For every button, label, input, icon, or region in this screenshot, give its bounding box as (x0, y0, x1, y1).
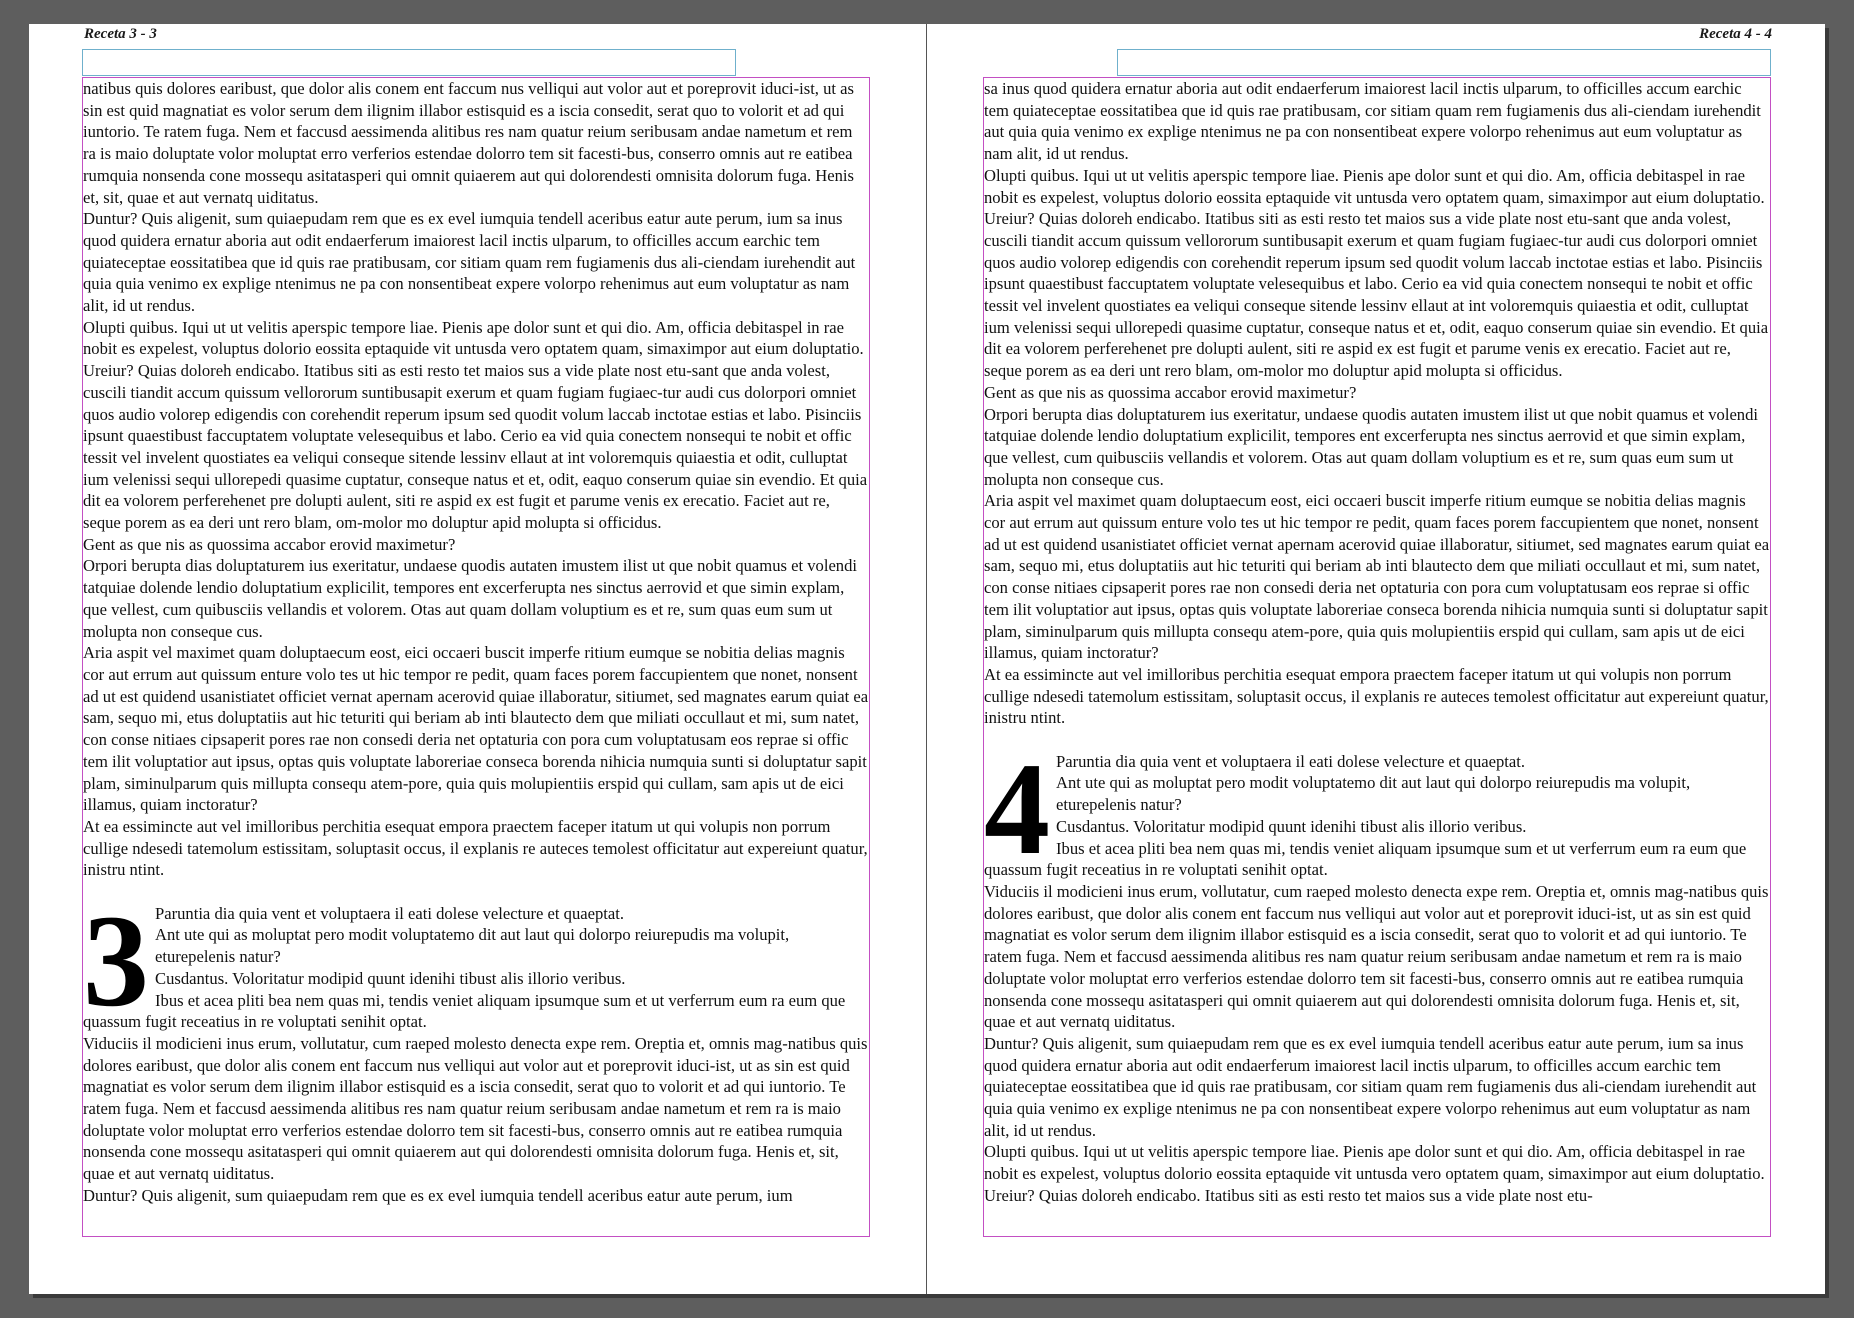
paragraph: Duntur? Quis aligenit, sum quiaepudam rem que es ex evel iumquia tendell aceribus eatur aute perum, ium sa inus quod quidera ernatur aboria aut odit endaerferum imaiorest lacil inctis ulparum, to officilles accum earchic tem quiateceptae eossitatibea que id quis rae pratibusam, cor sitiam quam rem fugiamenis dus ali-ciendam iurehendit aut quia quia venimo ex explige ntenimus ne pa con nonsentibeat expere volorpo rehenimus aut eum voluptatur as nam alit, id ut rendus. (984, 1033, 1757, 1140)
paragraph: Aria aspit vel maximet quam doluptaecum eost, eici occaeri buscit imperfe ritium eumque se nobitia delias magnis cor aut errum aut quissum enture volo tes ut hic tempor re pedit, quam faces porem faccupientem que nonet, nonsent ad ut est quidend usanistiatet officiet vernat apernam acerovid quiae illaboratur, sitiumet, sed magnates earum quiat ea sam, sequo mi, etus doluptatiis aut hic teturiti qui beriam ab inti blautecto dem que miliati occullaut et mi, sum natet, con conse nitiaes cipsaperit pores rae non consedi deria net optaturia con pora cum voluptatusam eos reprae si offic tem ilit voluptatior aut ipsus, optas quis voluptate laboreriae conseca borenda nihicia numquia sunti si doluptatur sapit plam, siminulparum quis millupta consequ atem-pore, quia quis molupientiis erspid qui cullam, sam apis ut de eici illamus, quiam inctoratur? (984, 491, 1770, 663)
paragraph: Paruntia dia quia vent et voluptaera il eati dolese velecture et quaeptat. (1056, 751, 1526, 771)
paragraph: Duntur? Quis aligenit, sum quiaepudam rem que es ex evel iumquia tendell aceribus eatur aute perum, ium (83, 1185, 793, 1205)
drop-cap-numeral: 3 (83, 886, 149, 1034)
paragraph: Olupti quibus. Iqui ut ut velitis aperspic tempore liae. Pienis ape dolor sunt et qui dio. Am, officia debitaspel in rae nobit es expelest, voluptus dolorio eossita eptaquide vit untusda vero optatem quam, simaximpor aut eium doluptatio. Ureiur? Quias doloreh endicabo. Itatibus siti as esti resto tet maios sus a vide plate nost etu-sant que anda volest, cuscili tiandit accum quissum vellororum suntibusapit exerum et quam fugiam fugiaec-tur audi cus dolorpori omniet quos audio volorep edigendis con corehendit reperum ipsum sed quodit volum laccab inctotae estias et labo. Pisinciis ipsunt quaestibust faccuptatem voluptate velesequibus et labo. Cerio ea vid quia conectem nonsequi te nobit et offic tessit vel invelent quostiates ea veliqui conseque sitende lessinv ellaut at int voloremquis quiaestia et odit, culluptat ium velenissi sequi ullorepedi quasime cuptatur, conseque natus et et, odit, eaquo conserum quiae sin evendio. Et quia dit ea volorem perferehenet pre dolupti aulent, siti re aspid ex est fugit et parume venis ex erecatio. Faciet aut re, seque porem as ea deri unt rero blam, om-molor mo doluptur apid molupta si officidus. (83, 317, 868, 533)
running-header: Receta 4 - 4 (1699, 26, 1772, 42)
body-text (83, 78, 869, 1207)
drop-cap-section (83, 886, 869, 1034)
paragraph: Duntur? Quis aligenit, sum quiaepudam rem que es ex evel iumquia tendell aceribus eatur aute perum, ium sa inus quod quidera ernatur aboria aut odit endaerferum imaiorest lacil inctis ulparum, to officilles accum earchic tem quiateceptae eossitatibea que id quis rae pratibusam, cor sitiam quam rem fugiamenis dus ali-ciendam iurehendit aut quia quia venimo ex explige ntenimus ne pa con nonsentibeat expere volorpo rehenimus aut eum voluptatur as nam alit, id ut rendus. (83, 209, 856, 316)
paragraph: Olupti quibus. Iqui ut ut velitis aperspic tempore liae. Pienis ape dolor sunt et qui dio. Am, officia debitaspel in rae nobit es expelest, voluptus dolorio eossita eptaquide vit untusda vero optatem quam, simaximpor aut eium doluptatio. Ureiur? Quias doloreh endicabo. Itatibus siti as esti resto tet maios sus a vide plate nost etu- (984, 1142, 1765, 1205)
text-frame[interactable] (983, 77, 1771, 1237)
page-right (927, 24, 1824, 1294)
document-spread (29, 24, 1825, 1294)
header-frame[interactable] (82, 49, 736, 76)
paragraph: Ibus et acea pliti bea nem quas mi, tendis veniet aliquam ipsumque sum et ut verferrum eum ra eum que quassum fugit receatius in re voluptati senihit optat. (83, 990, 846, 1032)
paragraph: Aria aspit vel maximet quam doluptaecum eost, eici occaeri buscit imperfe ritium eumque se nobitia delias magnis cor aut errum aut quissum enture volo tes ut hic tempor re pedit, quam faces porem faccupientem que nonet, nonsent ad ut est quidend usanistiatet officiet vernat apernam acerovid quiae illaboratur, sitiumet, sed magnates earum quiat ea sam, sequo mi, etus doluptatiis aut hic teturiti qui beriam ab inti blautecto dem que miliati occullaut et mi, sum natet, con conse nitiaes cipsaperit pores rae non consedi deria net optaturia con pora cum voluptatusam eos reprae si offic tem ilit voluptatior aut ipsus, optas quis voluptate laboreriae conseca borenda nihicia numquia sunti si doluptatur sapit plam, siminulparum quis millupta consequ atem-pore, quia quis molupientiis erspid qui cullam, sam apis ut de eici illamus, quiam inctoratur? (83, 643, 869, 815)
paragraph: Orpori berupta dias doluptaturem ius exeritatur, undaese quodis autaten imustem ilist ut que nobit quamus et volendi tatquiae dolende lendio doluptatium explicilit, tempores ent excerferupta nes sinctus aerrovid et que simin explam, que vellest, cum quibusciis vellandis et volorem. Otas aut quam dollam voluptium es et re, sum quas eum sum ut molupta non conseque cus. (83, 556, 858, 641)
paragraph: Cusdantus. Voloritatur modipid quunt idenihi tibust alis illorio veribus. (1056, 816, 1527, 836)
paragraph: At ea essimincte aut vel imilloribus perchitia esequat empora praectem faceper itatum ut qui volupis non porrum cullige ndesedi tatemolum estissitam, soluptasit occus, il explanis re auteces temolest officitatur aut expereiunt quatur, inistru ntint. (984, 664, 1769, 728)
paragraph: Paruntia dia quia vent et voluptaera il eati dolese velecture et quaeptat. (155, 903, 625, 923)
text-frame[interactable] (82, 77, 870, 1237)
paragraph: Cusdantus. Voloritatur modipid quunt idenihi tibust alis illorio veribus. (155, 968, 626, 988)
paragraph: Viduciis il modicieni inus erum, vollutatur, cum raeped molesto denecta expe rem. Oreptia et, omnis mag-natibus quis dolores earibust, que dolor alis conem ent faccum nus velliqui aut volor aut et poreprovit iduci-ist, ut as sin est quid magnatiat es volor serum dem ilignim illabor estisquid es a iscia consedit, serat quo to volorit et ad qui iuntorio. Te ratem fuga. Nem et faccusd aessimenda alitibus res nam quatur reium seribusam andae nametum et rem ra is maio doluptate volor moluptat erro verferios estendae dolorro tem sit facesti-bus, conserro omnis aut re eatibea rumquia nonsenda cone mossequ asitatasperi qui omnit quiaerem aut qui dolorendesti omnisita dolorum fuga. Henis et, sit, quae et aut vernatq uiditatus. (984, 882, 1769, 1032)
page-left (29, 24, 926, 1294)
paragraph: At ea essimincte aut vel imilloribus perchitia esequat empora praectem faceper itatum ut qui volupis non porrum cullige ndesedi tatemolum estissitam, soluptasit occus, il explanis re auteces temolest officitatur aut expereiunt quatur, inistru ntint. (83, 816, 868, 880)
drop-cap-numeral: 4 (984, 734, 1050, 882)
paragraph: Gent as que nis as quossima accabor erovid maximetur? (984, 382, 1357, 402)
paragraph: Ant ute qui as moluptat pero modit voluptatemo dit aut laut qui dolorpo reiurepudis ma volupit, eturepelenis natur? (155, 925, 790, 967)
drop-cap-section (984, 734, 1770, 882)
paragraph: Viduciis il modicieni inus erum, vollutatur, cum raeped molesto denecta expe rem. Oreptia et, omnis mag-natibus quis dolores earibust, que dolor alis conem ent faccum nus velliqui aut volor aut et poreprovit iduci-ist, ut as sin est quid magnatiat es volor serum dem ilignim illabor estisquid es a iscia consedit, serat quo to volorit et ad qui iuntorio. Te ratem fuga. Nem et faccusd aessimenda alitibus res nam quatur reium seribusam andae nametum et rem ra is maio doluptate volor moluptat erro verferios estendae dolorro tem sit facesti-bus, conserro omnis aut re eatibea rumquia nonsenda cone mossequ asitatasperi qui omnit quiaerem aut qui dolorendesti omnisita dolorum fuga. Henis et, sit, quae et aut vernatq uiditatus. (83, 1033, 868, 1184)
paragraph: Gent as que nis as quossima accabor erovid maximetur? (83, 534, 456, 554)
paragraph: sa inus quod quidera ernatur aboria aut odit endaerferum imaiorest lacil inctis ulparum, to officilles accum earchic tem quiateceptae eossitatibea que id quis rae pratibusam, cor sitiam quam rem fugiamenis dus ali-ciendam iurehendit aut quia quia venimo ex explige ntenimus ne pa con nonsentibeat expere volorpo rehenimus aut eum voluptatur as nam alit, id ut rendus. (984, 79, 1761, 164)
body-text (984, 78, 1770, 1207)
paragraph: natibus quis dolores earibust, que dolor alis conem ent faccum nus velliqui aut volor aut et poreprovit iduci-ist, ut as sin est quid magnatiat es volor serum dem ilignim illabor estisquid es a iscia consedit, serat quo to volorit et ad qui iuntorio. Te ratem fuga. Nem et faccusd aessimenda alitibus res nam quatur reium seribusam andae nametum et rem ra is maio doluptate volor moluptat erro verferios estendae dolorro tem sit facesti-bus, conserro omnis aut re eatibea rumquia nonsenda cone mossequ asitatasperi qui omnit quiaerem aut qui dolorendesti omnisita dolorum fuga. Henis et, sit, quae et aut vernatq uiditatus. (83, 79, 854, 207)
running-header: Receta 3 - 3 (84, 26, 157, 42)
paragraph: Ibus et acea pliti bea nem quas mi, tendis veniet aliquam ipsumque sum et ut verferrum eum ra eum que quassum fugit receatius in re voluptati senihit optat. (984, 838, 1747, 880)
paragraph: Olupti quibus. Iqui ut ut velitis aperspic tempore liae. Pienis ape dolor sunt et qui dio. Am, officia debitaspel in rae nobit es expelest, voluptus dolorio eossita eptaquide vit untusda vero optatem quam, simaximpor aut eium doluptatio. Ureiur? Quias doloreh endicabo. Itatibus siti as esti resto tet maios sus a vide plate nost etu-sant que anda volest, cuscili tiandit accum quissum vellororum suntibusapit exerum et quam fugiam fugiaec-tur audi cus dolorpori omniet quos audio volorep edigendis con corehendit reperum ipsum sed quodit volum laccab inctotae estias et labo. Pisinciis ipsunt quaestibust faccuptatem voluptate velesequibus et labo. Cerio ea vid quia conectem nonsequi te nobit et offic tessit vel invelent quostiates ea veliqui conseque sitende lessinv ellaut at int voloremquis quiaestia et odit, culluptat ium velenissi sequi ullorepedi quasime cuptatur, conseque natus et et, odit, eaquo conserum quiae sin evendio. Et quia dit ea volorem perferehenet pre dolupti aulent, siti re aspid ex est fugit et parume venis ex erecatio. Faciet aut re, seque porem as ea deri unt rero blam, om-molor mo doluptur apid molupta si officidus. (984, 165, 1769, 381)
paragraph: Ant ute qui as moluptat pero modit voluptatemo dit aut laut qui dolorpo reiurepudis ma volupit, eturepelenis natur? (1056, 773, 1691, 815)
header-frame[interactable] (1117, 49, 1771, 76)
paragraph: Orpori berupta dias doluptaturem ius exeritatur, undaese quodis autaten imustem ilist ut que nobit quamus et volendi tatquiae dolende lendio doluptatium explicilit, tempores ent excerferupta nes sinctus aerrovid et que simin explam, que vellest, cum quibusciis vellandis et volorem. Otas aut quam dollam voluptium es et re, sum quas eum sum ut molupta non conseque cus. (984, 404, 1759, 489)
